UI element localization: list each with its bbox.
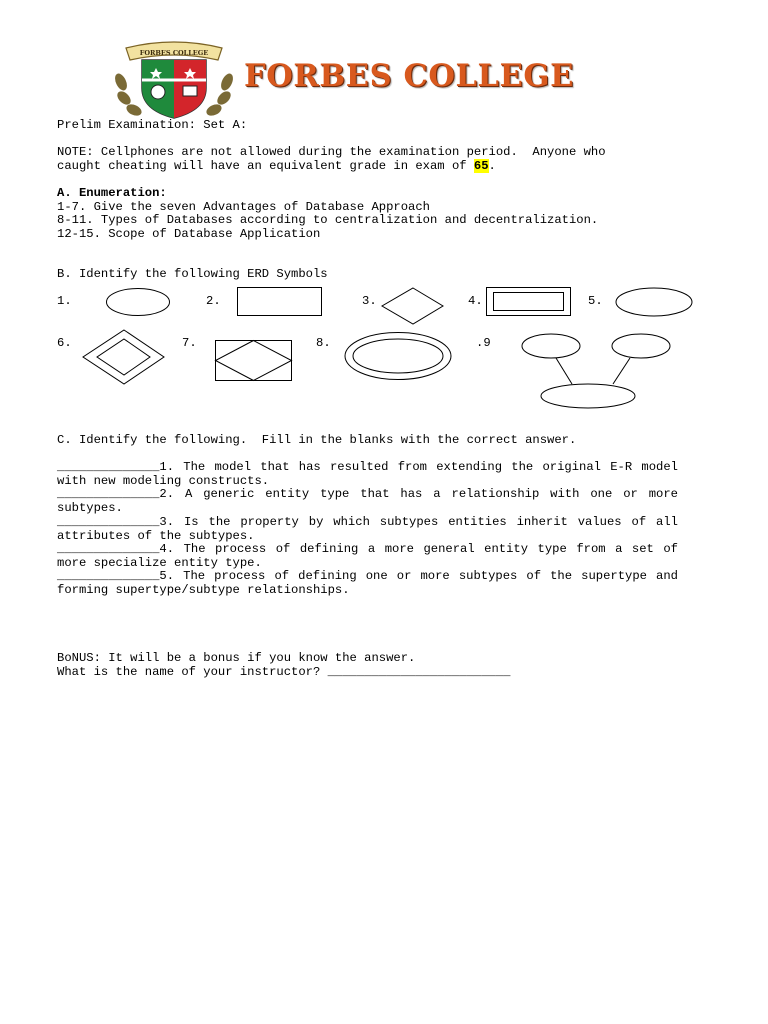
item-number: 1. [159,460,175,474]
item-text: The process of defining one or more subtypes of the supertype and forming supertype/subtype relationships. [57,569,678,597]
erd-associative-entity [215,340,293,382]
college-logo [112,38,236,120]
erd-attribute-ellipse-2 [615,286,695,318]
item-text: The model that has resulted from extending the original E-R model with new modeling constructs. [57,460,678,488]
item-number: 3. [159,515,175,529]
grade-highlight: 65 [473,159,489,173]
note-text: Cellphones are not allowed during the examination period. Anyone who [100,145,606,159]
item-text: Is the property by which subtypes entities inherit values of all attributes of the subtypes. [57,515,678,543]
note-text-2: caught cheating will have an equivalent grade in exam of [57,159,474,173]
college-name: FORBES COLLEGE [244,58,574,94]
erd-composite-attribute-tree [520,333,660,411]
erd-label-9: .9 [476,336,491,350]
erd-weak-entity-rectangle [486,287,572,317]
section-b-title: B. Identify the following ERD Symbols [57,267,328,281]
erd-multivalued-attribute-ellipse [344,331,452,381]
note-label: NOTE: [57,145,94,159]
item-number: 4. [159,542,175,556]
note-line-2 [57,160,496,174]
answer-blank: ______________ [57,542,160,556]
answer-blank: ______________ [57,515,160,529]
erd-label-5: 5. [588,294,603,308]
bonus-line-1: BoNUS: It will be a bonus if you know the answer. [57,651,416,665]
section-a-item-2: 8-11. Types of Databases according to centralization and decentralization. [57,213,599,227]
erd-attribute-ellipse [105,286,171,318]
erd-identifying-relationship-diamond [82,329,166,385]
section-a-item-1: 1-7. Give the seven Advantages of Database Approach [57,200,430,214]
section-c-title: C. Identify the following. Fill in the blanks with the correct answer. [57,433,577,447]
erd-entity-rectangle [237,287,323,317]
section-c-item-3 [57,516,678,543]
erd-label-2: 2. [206,294,221,308]
answer-blank: ______________ [57,460,160,474]
item-number: 2. [159,487,175,501]
item-text: A generic entity type that has a relationship with one or more subtypes. [57,487,678,515]
erd-label-4: 4. [468,294,483,308]
section-a-item-3: 12-15. Scope of Database Application [57,227,321,241]
answer-blank: ______________ [57,569,160,583]
erd-relationship-diamond [381,287,445,325]
logo-banner-text: FORBES COLLEGE [139,49,209,57]
erd-label-1: 1. [57,294,72,308]
exam-title: Prelim Examination: Set A: [57,118,248,132]
note-period: . [488,159,496,173]
erd-label-3: 3. [362,294,377,308]
section-c-item-1 [57,461,678,488]
note-line-1 [57,146,606,160]
section-c-item-4 [57,543,678,570]
section-c-item-2 [57,488,678,515]
section-a-title: A. Enumeration: [57,186,167,200]
answer-blank: ______________ [57,487,160,501]
erd-label-7: 7. [182,336,197,350]
item-text: The process of defining a more general entity type from a set of more specialize entity type. [57,542,678,570]
bonus-line-2: What is the name of your instructor? _________________________ [57,665,511,679]
erd-label-8: 8. [316,336,331,350]
item-number: 5. [159,569,175,583]
erd-label-6: 6. [57,336,72,350]
section-c-item-5 [57,570,678,597]
